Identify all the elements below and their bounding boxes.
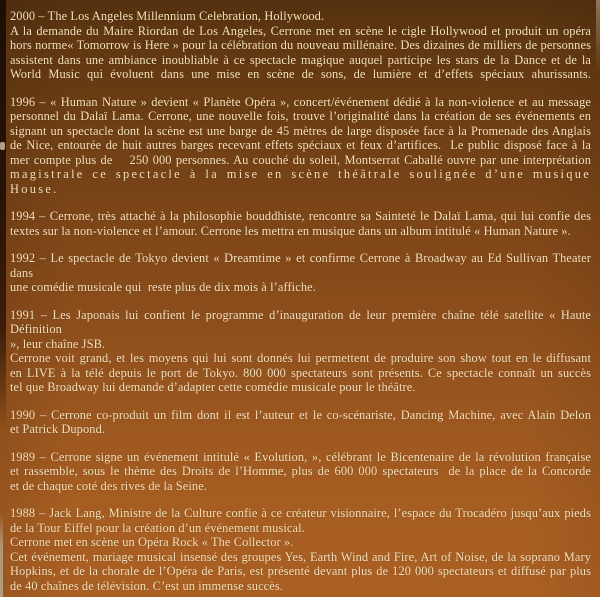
paragraph-1990	[10, 408, 591, 437]
paragraph-1992	[10, 251, 591, 295]
paragraph-2000	[10, 9, 591, 82]
text-line: une comédie musicale qui reste plus de dix mois à l’affiche.	[10, 280, 316, 294]
text-line: 1994 – Cerrone, très attaché à la philosophie bouddhiste, rencontre sa Sainteté le Dalaï Lama, qui lui confie des	[10, 209, 591, 223]
text-line: 1996 – « Human Nature » devient « Planète Opéra », concert/événement dédié à la non-violence et au message	[10, 94, 591, 109]
text-line: personnel du Dalaï Lama. Cerrone, une nouvelle fois, trouve l’originalité dans la création de ses événements en	[10, 109, 591, 123]
text-line: », leur chaîne JSB.	[10, 336, 106, 351]
text-line: et Patrick Dupond.	[10, 422, 106, 436]
text-line: signant un spectacle dont la scène est une barge de 45 mètres de large disposée face à la Promenade des Anglais	[10, 123, 591, 138]
paragraph-1996	[10, 95, 591, 197]
text-line: Cet événement, mariage musical insensé des groupes Yes, Earth Wind and Fire, Art of Noise, de la soprano Mary	[10, 549, 591, 564]
text-line: 1989 – Cerrone signe un événement intitulé « Evolution, », célébrant le Bicentenaire de la révolution française	[10, 449, 591, 464]
text-line: de la Tour Eiffel pour la création d’un événement musical.	[10, 520, 305, 535]
text-line: 1991 – Les Japonais lui confient le programme d’inauguration de leur première chaîne télé satellite « Haute Définition	[10, 307, 591, 336]
scan-edge-left	[0, 0, 6, 430]
text-line: et de chaque coté des rives de la Seine.	[10, 478, 208, 493]
text-line: 1988 – Jack Lang, Ministre de la Culture confie à ce créateur visionnaire, l’espace du Trocadéro jusqu’aux pieds	[10, 506, 591, 520]
text-line: et rassemble, sous le thème des Droits de l’Homme, plus de 600 000 spectateurs de la place de la Concorde	[10, 464, 591, 478]
paragraph-1988	[10, 506, 591, 593]
scan-edge-bottom-left	[0, 512, 3, 597]
text-line: tel que Broadway lui demande d’adapter cette comédie musicale pour le théâtre.	[10, 380, 416, 394]
paragraph-1994	[10, 209, 591, 238]
text-line: textes sur la non-violence et l’amour. Cerrone les mettra en musique dans un album intitulé « Human Nature ».	[10, 223, 571, 238]
text-line: assistent dans une ambiance inoubliable à ce spectacle magique auquel participe les stars de la Dance et de la	[10, 52, 591, 67]
text-line: mer compte plus de 250 000 personnes. Au couché du soleil, Montserrat Caballé ouvre par une interprétation	[10, 152, 591, 167]
scan-edge-top-right	[596, 0, 600, 70]
text-line: Cerrone voit grand, et les moyens qui lui sont donnés lui permettent de produire son show tout en le diffusant	[10, 351, 591, 365]
paragraph-1991	[10, 308, 591, 395]
text-line: 1992 – Le spectacle de Tokyo devient « Dreamtime » et confirme Cerrone à Broadway au Ed Sullivan Theater dans	[10, 251, 591, 280]
scan-speck	[0, 142, 5, 150]
text-line: en LIVE à la télé depuis le port de Tokyo. 800 000 spectateurs sont présents. Ce spectacle connaît un succès	[10, 365, 591, 380]
paragraph-1989	[10, 450, 591, 494]
text-line: A la demande du Maire Riordan de Los Angeles, Cerrone met en scène le cigle Hollywood et produit un opéra	[10, 23, 591, 38]
text-line: magistrale ce spectacle à la mise en scène théâtrale soulignée d’une musique House.	[10, 167, 591, 196]
text-line: Hopkins, et de la chorale de l’Opéra de Paris, est présenté devant plus de 120 000 spectateurs et diffusé par plus	[10, 564, 591, 578]
text-line: hors norme« Tomorrow is Here » pour la célébration du nouveau millénaire. Des dizaines de milliers de personnes	[10, 38, 591, 52]
text-line: de Nice, entourée de huit autres barges recevant effets spéciaux et feux d’artifices. Le public disposé face à la	[10, 138, 591, 152]
text-line: 1990 – Cerrone co-produit un film dont il est l’auteur et le co-scénariste, Dancing Machine, avec Alain Delon	[10, 407, 591, 422]
text-line: de 40 chaînes de télévision. C’est un immense succès.	[10, 578, 284, 593]
text-line: World Music qui évoluent dans une mise en scène de sons, de lumière et d’effets spéciaux ahurissants.	[10, 67, 591, 81]
text-line: Cerrone met en scène un Opéra Rock « The Collector ».	[10, 535, 294, 549]
text-line: 2000 – The Los Angeles Millennium Celebration, Hollywood.	[10, 9, 325, 23]
